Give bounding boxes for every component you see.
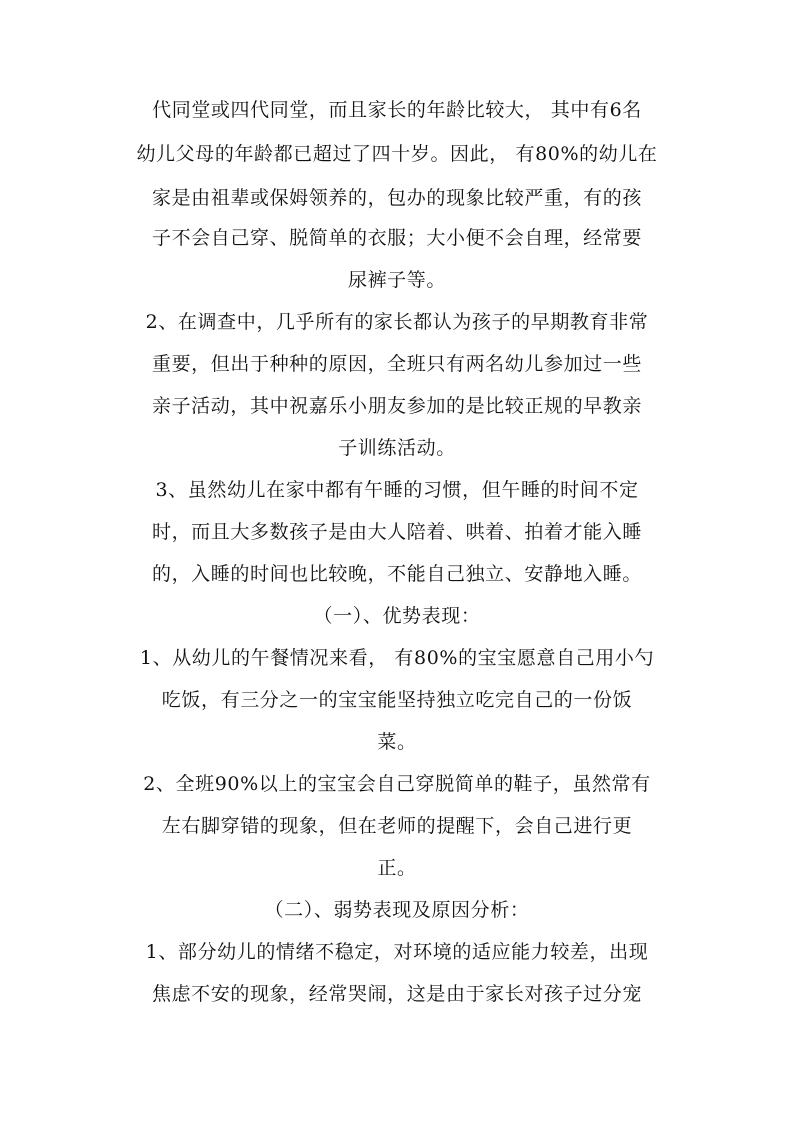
paragraph-4-line-1: 1、从幼儿的午餐情况来看， 有80%的宝宝愿意自己用小勺	[139, 647, 655, 669]
paragraph-2-line-3: 亲子活动，其中祝嘉乐小朋友参加的是比较正规的早教亲	[151, 395, 642, 417]
paragraph-6-line-2: 焦虑不安的现象，经常哭闹，这是由于家长对孩子过分宠	[151, 983, 642, 1005]
paragraph-1-line-2: 幼儿父母的年龄都已超过了四十岁。因此， 有80%的幼儿在	[136, 143, 658, 165]
paragraph-2-line-4: 子训练活动。	[338, 437, 456, 459]
paragraph-2-line-1: 2、在调查中，几乎所有的家长都认为孩子的早期教育非常	[145, 311, 649, 333]
paragraph-1-line-1: 代同堂或四代同堂，而且家长的年龄比较大， 其中有6名	[152, 99, 642, 121]
paragraph-1-line-4: 子不会自己穿、脱简单的衣服；大小便不会自理，经常要	[151, 227, 642, 249]
section-heading-weaknesses: （二）、弱势表现及原因分析：	[264, 899, 530, 921]
paragraph-5-line-2: 左右脚穿错的现象，但在老师的提醒下，会自己进行更	[161, 815, 633, 837]
paragraph-3-line-2: 时，而且大多数孩子是由大人陪着、哄着、拍着才能入睡	[151, 521, 642, 543]
paragraph-2-line-2: 重要，但出于种种的原因，全班只有两名幼儿参加过一些	[151, 353, 642, 375]
paragraph-6-line-1: 1、部分幼儿的情绪不稳定，对环境的适应能力较差，出现	[145, 941, 649, 963]
paragraph-4-line-3: 菜。	[377, 731, 417, 753]
section-heading-advantages: （一）、优势表现：	[313, 605, 481, 627]
paragraph-5-line-1: 2、全班90%以上的宝宝会自己穿脱简单的鞋子，虽然常有	[143, 773, 651, 795]
paragraph-3-line-1: 3、虽然幼儿在家中都有午睡的习惯，但午睡的时间不定	[155, 479, 639, 501]
paragraph-3-line-3: 的，入睡的时间也比较晚，不能自己独立、安静地入睡。	[151, 563, 642, 585]
paragraph-5-line-3: 正。	[377, 857, 417, 879]
paragraph-4-line-2: 吃饭，有三分之一的宝宝能坚持独立吃完自己的一份饭	[161, 689, 633, 711]
paragraph-1-line-3: 家是由祖辈或保姆领养的，包办的现象比较严重，有的孩	[151, 187, 642, 209]
paragraph-1-line-5: 尿裤子等。	[347, 269, 446, 291]
